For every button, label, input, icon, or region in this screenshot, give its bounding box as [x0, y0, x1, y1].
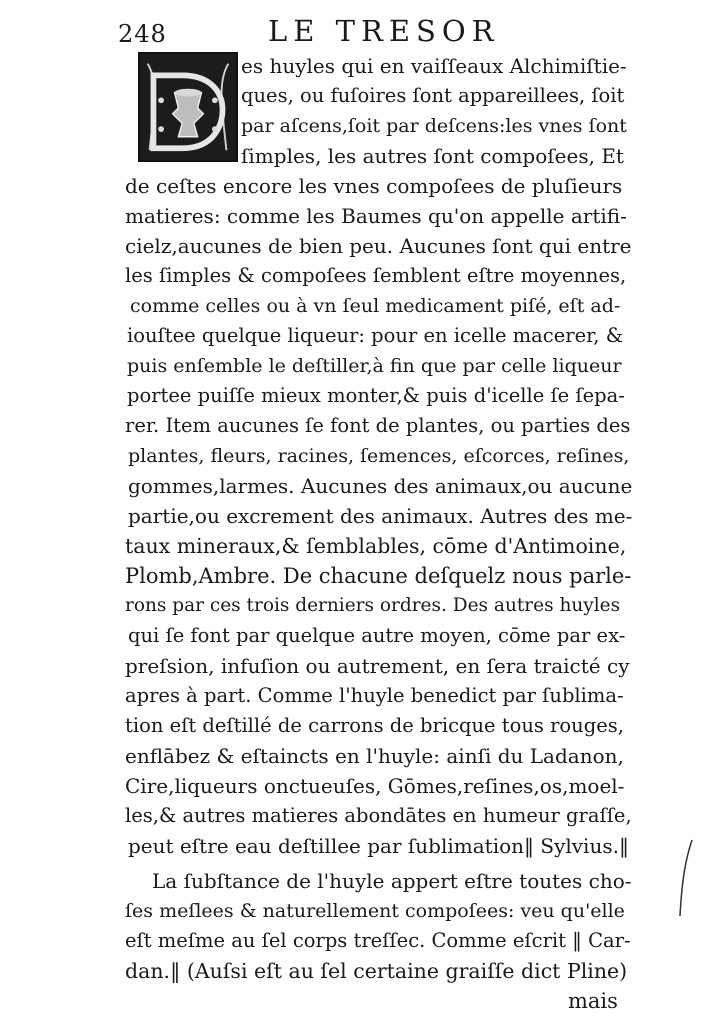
text-line: comme celles ou à vn ſeul medicament piſé, eſt ad- — [130, 295, 621, 317]
text-line: portee puiſſe mieux monter,& puis d'icelle ſe ſepa- — [127, 384, 625, 407]
text-line: rons par ces trois derniers ordres. Des autres huyles — [125, 595, 621, 616]
text-line: tion eſt deſtillé de carrons de bricque tous rouges, — [125, 714, 624, 737]
text-line: apres à part. Comme l'huyle benedict par ſublima- — [125, 684, 624, 707]
text-line: peut eſtre eau deſtillee par ſublimation‖ Sylvius.‖ — [128, 834, 629, 858]
text-line: Cire,liqueurs onctueuſes, Gōmes,reſines,os,moel- — [125, 774, 625, 798]
text-line: les,& autres matieres abondātes en humeur graſſe, — [125, 804, 632, 827]
text-line: dan.‖ (Auſsi eſt au ſel certaine graiſſe dict Pline) — [125, 959, 628, 983]
text-line: de ceſtes encore les vnes compoſees de pluſieurs — [125, 174, 623, 198]
page-number: 248 — [118, 20, 167, 48]
drop-cap-initial — [138, 52, 238, 162]
text-line: puis enſemble le deſtiller,à fin que par celle liqueur — [127, 355, 622, 377]
text-line: ſimples, les autres ſont compoſees, Et — [241, 144, 624, 168]
text-line: ques, ou fuſoires ſont appareillees, ſoit — [241, 84, 625, 107]
text-line: enflābez & eſtaincts en l'huyle: ainſi du Ladanon, — [125, 744, 624, 768]
ornate-initial-icon — [140, 54, 236, 160]
margin-pen-stroke-icon — [676, 838, 696, 918]
text-line: iouſtee quelque liqueur: pour en icelle macerer, & — [127, 324, 624, 347]
text-line: preſsion, infuſion ou autrement, en ſera traicté cy — [125, 654, 630, 678]
text-line: cielz,aucunes de bien peu. Aucunes ſont qui entre — [125, 234, 632, 258]
text-line: les ſimples & compoſees ſemblent eſtre moyennes, — [125, 264, 627, 287]
text-line: partie,ou excrement des animaux. Autres des me- — [128, 504, 633, 528]
text-line: par aſcens,ſoit par deſcens:les vnes ſont — [241, 115, 627, 137]
text-line: taux mineraux,& ſemblables, cōme d'Antimoine, — [125, 534, 627, 558]
page-header — [118, 14, 638, 48]
text-line: es huyles qui en vaiſſeaux Alchimiſtie- — [241, 54, 627, 78]
paragraph-start-line: La ſubſtance de l'huyle appert eſtre toutes cho- — [152, 869, 632, 893]
catchword: mais — [568, 989, 618, 1013]
text-line: eſt meſme au ſel corps treſſec. Comme eſcrit ‖ Car- — [125, 929, 631, 952]
text-line: qui ſe font par quelque autre moyen, cōme par ex- — [128, 624, 626, 647]
text-line: plantes, fleurs, racines, ſemences, eſcorces, reſines, — [128, 445, 630, 467]
text-line: matieres: comme les Baumes qu'on appelle artifi- — [125, 204, 627, 228]
running-title: LE TRESOR — [268, 14, 500, 48]
text-line: ſes meſlees & naturellement compoſees: veu qu'elle — [125, 900, 625, 922]
text-line: Plomb,Ambre. De chacune deſquelz nous parle- — [125, 564, 632, 588]
text-line: gommes,larmes. Aucunes des animaux,ou aucune — [128, 474, 633, 498]
text-line: rer. Item aucunes ſe font de plantes, ou parties des — [125, 414, 631, 437]
